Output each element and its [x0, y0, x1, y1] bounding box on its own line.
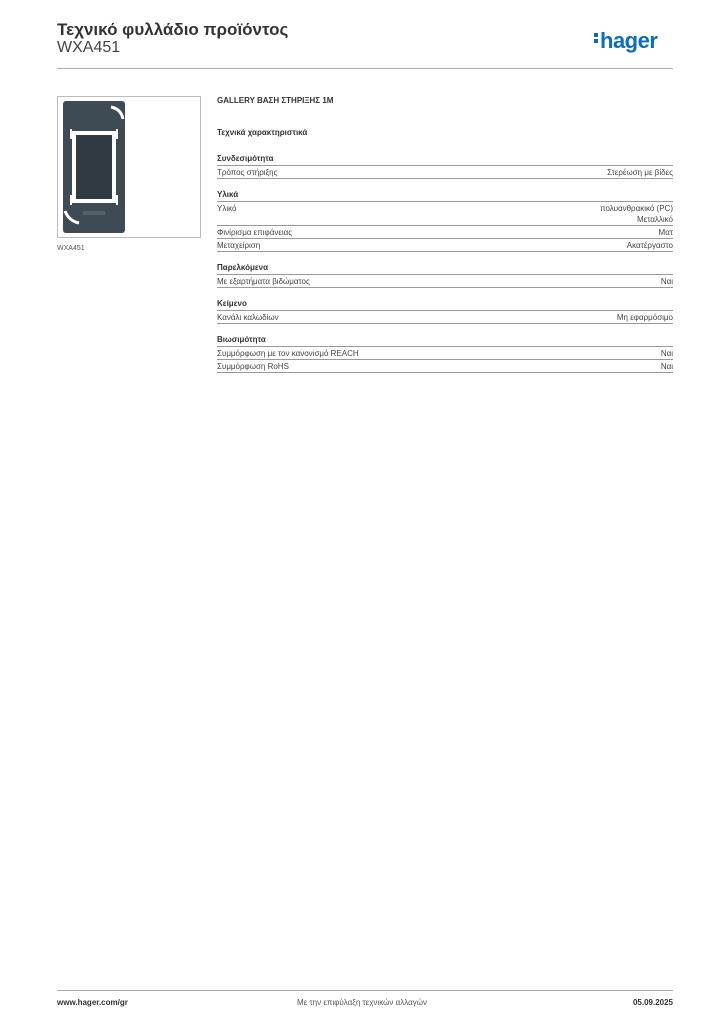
spec-value-line: Ναι: [660, 362, 673, 371]
spec-value: [627, 240, 673, 251]
spec-row: [217, 202, 673, 226]
spec-value: [600, 203, 673, 225]
spec-label: Κανάλι καλωδίων: [217, 313, 279, 322]
spec-value-line: Ναι: [660, 277, 673, 286]
spec-value-line: πολυανθρακικό (PC): [600, 204, 673, 213]
mounting-frame-image: [61, 99, 197, 235]
spec-value: [607, 167, 673, 178]
spec-value-line: Μη εφαρμόσιμο: [616, 313, 673, 322]
product-code: WXA451: [57, 39, 121, 56]
header-divider: [57, 68, 673, 69]
spec-value-line: Στερέωση με βίδες: [607, 168, 673, 177]
spec-value: [617, 312, 673, 323]
logo-dots-icon: [594, 31, 599, 45]
spec-value: [661, 361, 673, 372]
section-title: Βιωσιμότητα: [217, 334, 673, 347]
product-image-frame: [57, 96, 201, 238]
footer-date: 05.09.2025: [632, 998, 673, 1007]
spec-value-line: Ναι: [660, 349, 673, 358]
spec-label: Με εξαρτήματα βιδώματος: [217, 277, 310, 286]
product-name: GALLERY ΒΑΣΗ ΣΤΗΡΙΞΗΣ 1M: [217, 96, 334, 105]
spec-label: Μεταχείριση: [217, 241, 261, 250]
spec-row: [217, 347, 673, 360]
spec-row: [217, 360, 673, 373]
spec-row: [217, 311, 673, 324]
spec-label: Συμμόρφωση RoHS: [217, 362, 289, 371]
image-caption: WXA451: [57, 245, 85, 252]
footer-notice: Με την επιφύλαξη τεχνικών αλλαγών: [297, 998, 427, 1007]
spec-section: [217, 334, 673, 373]
hager-logo: [594, 28, 657, 54]
spec-row: [217, 239, 673, 252]
spec-sections: [217, 153, 673, 373]
spec-section: [217, 189, 673, 252]
section-title: Παρελκόμενα: [217, 262, 673, 275]
spec-section: [217, 262, 673, 288]
spec-label: Υλικό: [217, 204, 237, 213]
spec-row: [217, 226, 673, 239]
section-title: Κείμενο: [217, 298, 673, 311]
spec-row: [217, 166, 673, 179]
spec-section: [217, 298, 673, 324]
spec-value-line: Μεταλλικό: [636, 215, 673, 224]
footer-divider: [57, 990, 673, 991]
document-title: Τεχνικό φυλλάδιο προϊόντος: [57, 20, 289, 39]
spec-value: [659, 227, 673, 238]
spec-row: [217, 275, 673, 288]
logo-text: hager: [600, 28, 658, 53]
spec-value: [661, 276, 673, 287]
spec-label: Τρόπος στήριξης: [217, 168, 278, 177]
spec-value: [661, 348, 673, 359]
section-title: Συνδεσιμότητα: [217, 153, 673, 166]
spec-value-line: Ακατέργαστο: [626, 241, 673, 250]
spec-label: Συμμόρφωση με τον κανονισμό REACH: [217, 349, 359, 358]
tech-heading: Τεχνικά χαρακτηριστικά: [217, 128, 308, 137]
spec-value-line: Ματ: [658, 228, 673, 237]
section-title: Υλικά: [217, 189, 673, 202]
footer-website[interactable]: www.hager.com/gr: [57, 998, 128, 1007]
spec-label: Φινίρισμα επιφάνειας: [217, 228, 293, 237]
spec-section: [217, 153, 673, 179]
spec-panel: [217, 96, 673, 383]
